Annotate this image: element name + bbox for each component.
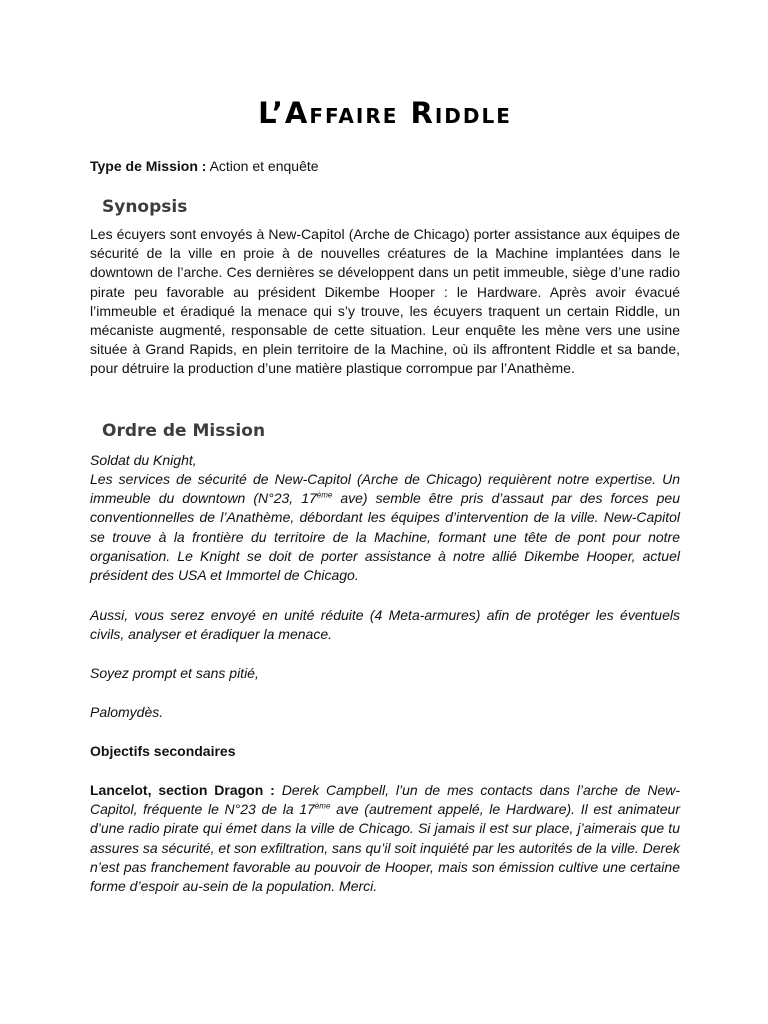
- ordre-heading: Ordre de Mission: [102, 421, 266, 441]
- document-title: L’Affaire Riddle: [258, 96, 512, 130]
- ordre-paragraph-1: [90, 470, 680, 585]
- objectifs-heading: Objectifs secondaires: [90, 743, 236, 759]
- ordre-signature: Palomydès.: [90, 704, 164, 720]
- objectifs-label: Lancelot, section Dragon :: [90, 782, 275, 798]
- mission-type-line: [90, 157, 319, 175]
- objectifs-paragraph: [90, 781, 680, 896]
- objectifs-text-a: Derek Campbell, l’un de mes contacts dans l’arche de New-Capitol, fréquente le N°23 de la 17: [90, 782, 681, 818]
- synopsis-text: Les écuyers sont envoyés à New-Capitol (Arche de Chicago) porter assistance aux équipes de sécurité de la ville en proie à de nouvelles créatures de la Machine implantées dans le downtown de l’arche. Ces dernières se développent dans un petit immeuble, siège d’une radio pirate peu favorable au président Dikembe Hooper : le Hardware. Après avoir évacué l’immeuble et éradiqué la menace qui s’y trouve, les écuyers traquent un certain Riddle, un mécaniste augmenté, responsable de cette situation. Leur enquête les mène vers une usine située à Grand Rapids, en plein territoire de la Machine, où ils affrontent Riddle et sa bande, pour détruire la production d’une matière plastique corrompue par l’Anathème.: [90, 226, 680, 377]
- objectifs-superscript: ème: [314, 801, 331, 811]
- objectifs-text-b: ave (autrement appelé, le Hardware). Il est animateur d’une radio pirate qui émet dans la ville de Chicago. Si jamais il est sur place, j’aimerais que tu assures sa sécurité, et son exfiltration, sans qu’il soit inquiété par les autorités de la ville. Derek n’est pas franchement favorable au pouvoir de Hooper, mais son émission cultive une certaine forme d’espoir au-sein de la population. Merci.: [90, 801, 680, 895]
- synopsis-heading: Synopsis: [102, 197, 188, 217]
- ordre-p1-part-b: ave) semble être pris d’assaut par des forces peu conventionnelles de l’Anathème, débordant les équipes d’intervention de la ville. New-Capitol se trouve à la frontière du territoire de la Machine, formant une tête de pont pour notre organisation. Le Knight se doit de porter assistance à notre allié Dikembe Hooper, actuel président des USA et Immortel de Chicago.: [90, 490, 680, 584]
- ordre-paragraph-2: Aussi, vous serez envoyé en unité réduite (4 Meta-armures) afin de protéger les éventuels civils, analyser et éradiquer la menace.: [90, 607, 680, 643]
- ordre-p1-superscript: ème: [316, 490, 333, 500]
- mission-type-label: Type de Mission :: [90, 158, 207, 174]
- ordre-paragraph-3: Soyez prompt et sans pitié,: [90, 665, 259, 681]
- ordre-salutation: Soldat du Knight,: [90, 452, 197, 468]
- mission-type-value: Action et enquête: [209, 158, 319, 174]
- ordre-p1-part-a: Les services de sécurité de New-Capitol (Arche de Chicago) requièrent notre expertise. Un immeuble du downtown (N°23, 17: [90, 471, 680, 507]
